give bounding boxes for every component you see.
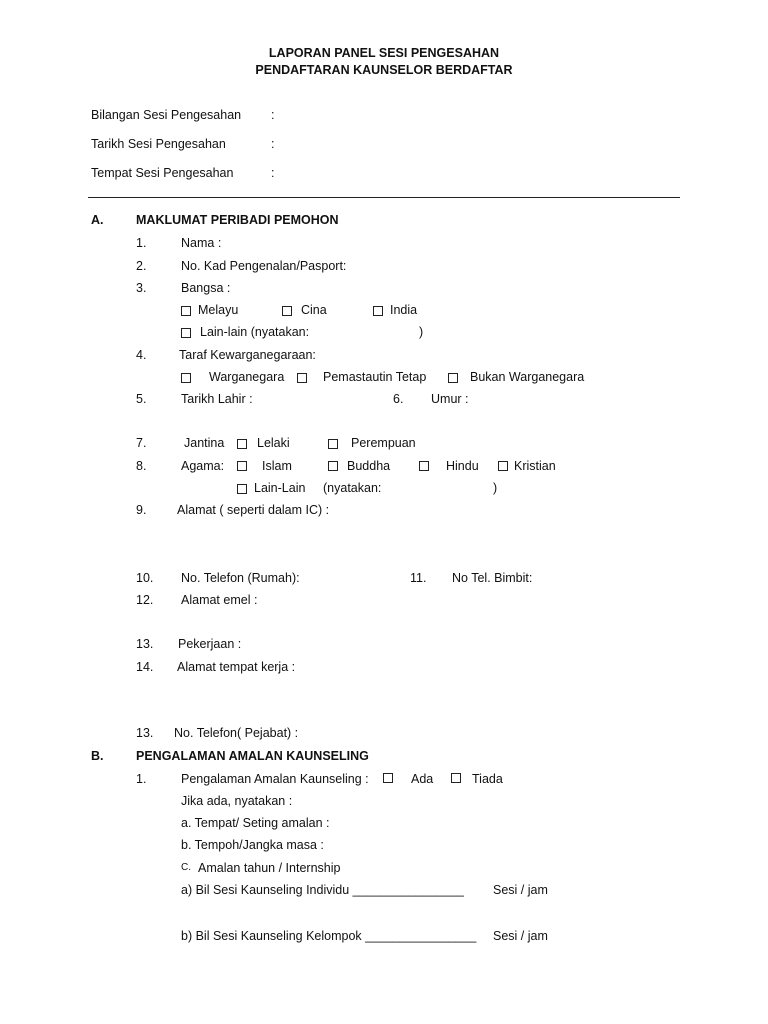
- divider: [88, 197, 680, 198]
- islam-checkbox[interactable]: [237, 461, 247, 471]
- item-number: 13.: [136, 726, 154, 740]
- tiada-checkbox[interactable]: [451, 773, 461, 783]
- islam-label: Islam: [262, 459, 292, 473]
- item-number: 14.: [136, 660, 154, 674]
- hindu-label: Hindu: [446, 459, 479, 473]
- item-number: 5.: [136, 392, 147, 406]
- lainlain-label: Lain-lain (nyatakan:: [200, 325, 310, 339]
- title-line-1: LAPORAN PANEL SESI PENGESAHAN: [268, 46, 500, 60]
- perempuan-label: Perempuan: [351, 436, 416, 450]
- item-number: 10.: [136, 571, 154, 585]
- nama-label: Nama :: [181, 236, 222, 250]
- perempuan-checkbox[interactable]: [328, 439, 338, 449]
- jantina-label: Jantina: [184, 436, 225, 450]
- buddha-label: Buddha: [347, 459, 391, 473]
- ada-checkbox[interactable]: [383, 773, 393, 783]
- item-number: 3.: [136, 281, 147, 295]
- kristian-label: Kristian: [514, 459, 556, 473]
- nyatakan2-label: (nyatakan:: [323, 481, 382, 495]
- india-checkbox[interactable]: [373, 306, 383, 316]
- bukan-warganegara-checkbox[interactable]: [448, 373, 458, 383]
- ic-label: No. Kad Pengenalan/Pasport:: [181, 259, 347, 273]
- tarikh-lahir-label: Tarikh Lahir :: [181, 392, 253, 406]
- pemastautin-checkbox[interactable]: [297, 373, 307, 383]
- lelaki-checkbox[interactable]: [237, 439, 247, 449]
- item-number: 6.: [393, 392, 404, 406]
- tempoh-label: b. Tempoh/Jangka masa :: [181, 838, 324, 852]
- lainlain-checkbox[interactable]: [181, 328, 191, 338]
- section-b-title: PENGALAMAN AMALAN KAUNSELING: [136, 749, 369, 763]
- item-number: 7.: [136, 436, 147, 450]
- warganegara-label: Warganegara: [209, 370, 285, 384]
- tel-rumah-label: No. Telefon (Rumah):: [181, 571, 300, 585]
- tarikh-colon: :: [271, 137, 275, 151]
- bil-individu-label: a) Bil Sesi Kaunseling Individu ________________: [181, 883, 464, 897]
- melayu-label: Melayu: [198, 303, 239, 317]
- melayu-checkbox[interactable]: [181, 306, 191, 316]
- bangsa-label: Bangsa :: [181, 281, 231, 295]
- item-number: 1.: [136, 772, 147, 786]
- umur-label: Umur :: [431, 392, 469, 406]
- lainlain2-close: ): [493, 481, 498, 495]
- item-number: 2.: [136, 259, 147, 273]
- amalan-letter: C.: [181, 862, 191, 873]
- pemastautin-label: Pemastautin Tetap: [323, 370, 427, 384]
- emel-label: Alamat emel :: [181, 593, 258, 607]
- cina-label: Cina: [301, 303, 327, 317]
- item-number: 4.: [136, 348, 147, 362]
- bil-kelompok-unit: Sesi / jam: [493, 929, 548, 943]
- alamat-label: Alamat ( seperti dalam IC) :: [177, 503, 330, 517]
- lelaki-label: Lelaki: [257, 436, 290, 450]
- cina-checkbox[interactable]: [282, 306, 292, 316]
- amalan-tahun-label: Amalan tahun / Internship: [198, 861, 341, 875]
- tarikh-label: Tarikh Sesi Pengesahan: [91, 137, 226, 151]
- bukan-warganegara-label: Bukan Warganegara: [470, 370, 585, 384]
- taraf-label: Taraf Kewarganegaraan:: [179, 348, 316, 362]
- item-number: 9.: [136, 503, 147, 517]
- tempat-colon: :: [271, 166, 275, 180]
- hindu-checkbox[interactable]: [419, 461, 429, 471]
- bil-individu-unit: Sesi / jam: [493, 883, 548, 897]
- india-label: India: [390, 303, 418, 317]
- tiada-label: Tiada: [472, 772, 503, 786]
- section-a-letter: A.: [91, 213, 104, 227]
- tempat-label: Tempat Sesi Pengesahan: [91, 166, 234, 180]
- bilangan-label: Bilangan Sesi Pengesahan: [91, 108, 242, 122]
- bil-kelompok-label: b) Bil Sesi Kaunseling Kelompok ________________: [181, 929, 477, 943]
- tel-pejabat-label: No. Telefon( Pejabat) :: [174, 726, 299, 740]
- item-number: 12.: [136, 593, 154, 607]
- section-a-title: MAKLUMAT PERIBADI PEMOHON: [136, 213, 339, 227]
- tel-bimbit-label: No Tel. Bimbit:: [452, 571, 533, 585]
- pengalaman-label: Pengalaman Amalan Kaunseling :: [181, 772, 369, 786]
- kristian-checkbox[interactable]: [498, 461, 508, 471]
- jika-ada-label: Jika ada, nyatakan :: [181, 794, 293, 808]
- agama-label: Agama:: [181, 459, 225, 473]
- item-number: 1.: [136, 236, 147, 250]
- tempat-seting-label: a. Tempat/ Seting amalan :: [181, 816, 330, 830]
- item-number: 11.: [410, 571, 427, 585]
- alamat-kerja-label: Alamat tempat kerja :: [177, 660, 296, 674]
- pekerjaan-label: Pekerjaan :: [178, 637, 242, 651]
- warganegara-checkbox[interactable]: [181, 373, 191, 383]
- item-number: 8.: [136, 459, 147, 473]
- item-number: 13.: [136, 637, 154, 651]
- buddha-checkbox[interactable]: [328, 461, 338, 471]
- lainlain2-label: Lain-Lain: [254, 481, 306, 495]
- section-b-letter: B.: [91, 749, 104, 763]
- lainlain2-checkbox[interactable]: [237, 484, 247, 494]
- bilangan-colon: :: [271, 108, 275, 122]
- lainlain-close: ): [419, 325, 424, 339]
- title-line-2: PENDAFTARAN KAUNSELOR BERDAFTAR: [255, 63, 513, 77]
- ada-label: Ada: [411, 772, 434, 786]
